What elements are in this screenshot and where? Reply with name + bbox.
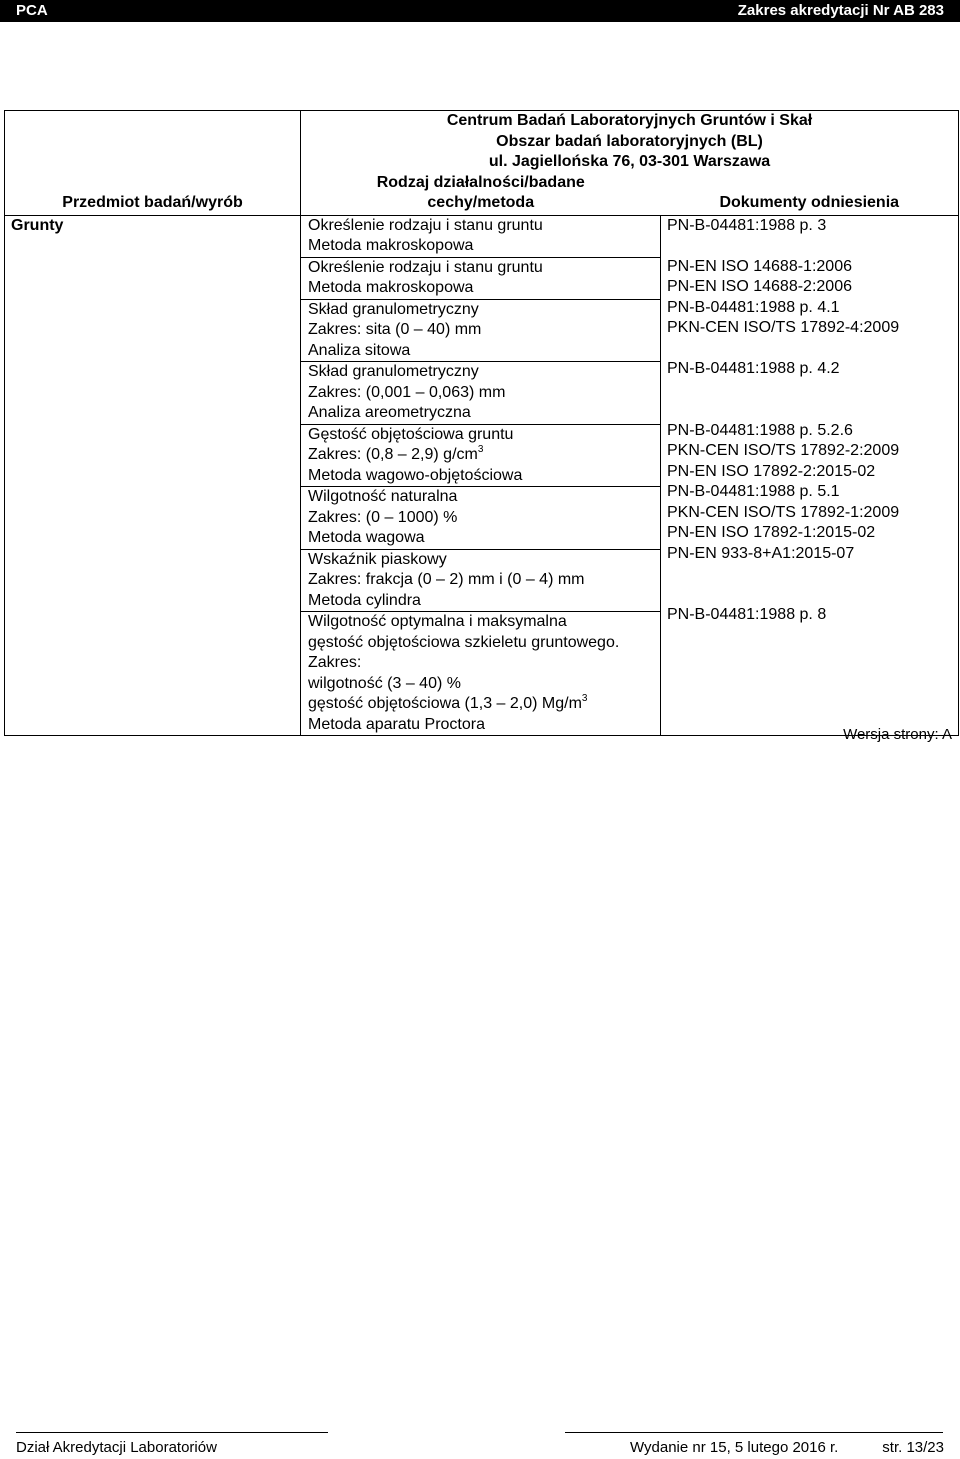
method-row-3: Skład granulometryczny Zakres: sita (0 – 40) mm Analiza sitowa bbox=[301, 299, 660, 362]
column-header-activity: Rodzaj działalności/badane cechy/metoda bbox=[301, 173, 661, 216]
footer-edition: Wydanie nr 15, 5 lutego 2016 r. bbox=[630, 1439, 839, 1456]
method-row-5: Gęstość objętościowa gruntu Zakres: (0,8 – 2,9) $g/cm^3$ Metoda wagowo-objętościowa bbox=[301, 424, 660, 487]
lab-header bbox=[301, 111, 959, 173]
subject-cell: Grunty bbox=[5, 215, 301, 736]
doc-row-1: PN-B-04481:1988 p. 3 bbox=[667, 216, 827, 234]
doc-row-2: PN-EN ISO 14688-1:2006 PN-EN ISO 14688-2:2006 bbox=[667, 257, 852, 295]
method-row-4: Skład granulometryczny Zakres: (0,001 – 0,063) mm Analiza areometryczna bbox=[301, 361, 660, 424]
empty-header-cell bbox=[5, 111, 301, 173]
method-row-6: Wilgotność naturalna Zakres: (0 – 1000) % Metoda wagowa bbox=[301, 486, 660, 549]
doc-row-5: PN-B-04481:1988 p. 5.2.6 PKN-CEN ISO/TS 17892-2:2009 PN-EN ISO 17892-2:2015-02 bbox=[667, 421, 900, 480]
footer-page-number: str. 13/23 bbox=[882, 1439, 944, 1456]
column-header-subject: Przedmiot badań/wyrób bbox=[5, 173, 301, 216]
org-label: PCA bbox=[16, 2, 48, 19]
doc-row-8: PN-B-04481:1988 p. 8 bbox=[667, 606, 827, 623]
method-row-7: Wskaźnik piaskowy Zakres: frakcja (0 – 2) mm i (0 – 4) mm Metoda cylindra bbox=[301, 549, 660, 612]
doc-row-7: PN-EN 933-8+A1:2015-07 bbox=[667, 544, 855, 562]
doc-row-3: PN-B-04481:1988 p. 4.1 PKN-CEN ISO/TS 17892-4:2009 bbox=[667, 298, 900, 336]
lab-name: Centrum Badań Laboratoryjnych Gruntów i Skał bbox=[446, 112, 813, 129]
column-header-documents: Dokumenty odniesienia bbox=[661, 173, 959, 216]
lab-area: Obszar badań laboratoryjnych (BL) bbox=[496, 132, 763, 150]
method-row-1: Określenie rodzaju i stanu gruntu Metoda makroskopowa bbox=[308, 216, 543, 254]
footer-rule-left bbox=[16, 1432, 328, 1433]
method-row-2: Określenie rodzaju i stanu gruntu Metoda makroskopowa bbox=[301, 257, 660, 299]
accreditation-label: Zakres akredytacji Nr AB 283 bbox=[737, 2, 944, 19]
doc-row-4: PN-B-04481:1988 p. 4.2 bbox=[667, 360, 840, 377]
footer-rule-right bbox=[565, 1432, 943, 1433]
accreditation-scope-table bbox=[4, 110, 959, 736]
page-header bbox=[0, 0, 960, 22]
page-footer bbox=[0, 1432, 960, 1459]
doc-row-6: PN-B-04481:1988 p. 5.1 PKN-CEN ISO/TS 17892-1:2009 PN-EN ISO 17892-1:2015-02 bbox=[667, 483, 900, 541]
footer-department: Dział Akredytacji Laboratoriów bbox=[16, 1439, 217, 1456]
page-version: Wersja strony: A bbox=[843, 726, 952, 743]
documents-column bbox=[661, 215, 959, 736]
lab-address: ul. Jagiellońska 76, 03-301 Warszawa bbox=[488, 153, 771, 170]
method-row-8: Wilgotność optymalna i maksymalna gęstość objętościowa szkieletu gruntowego. Zakres: wilgotność (3 – 40) % gęstość objętościowa (1,3 – 2,0) $Mg/m^3$ Metoda aparatu Proctora bbox=[301, 611, 660, 735]
methods-column bbox=[301, 215, 661, 736]
